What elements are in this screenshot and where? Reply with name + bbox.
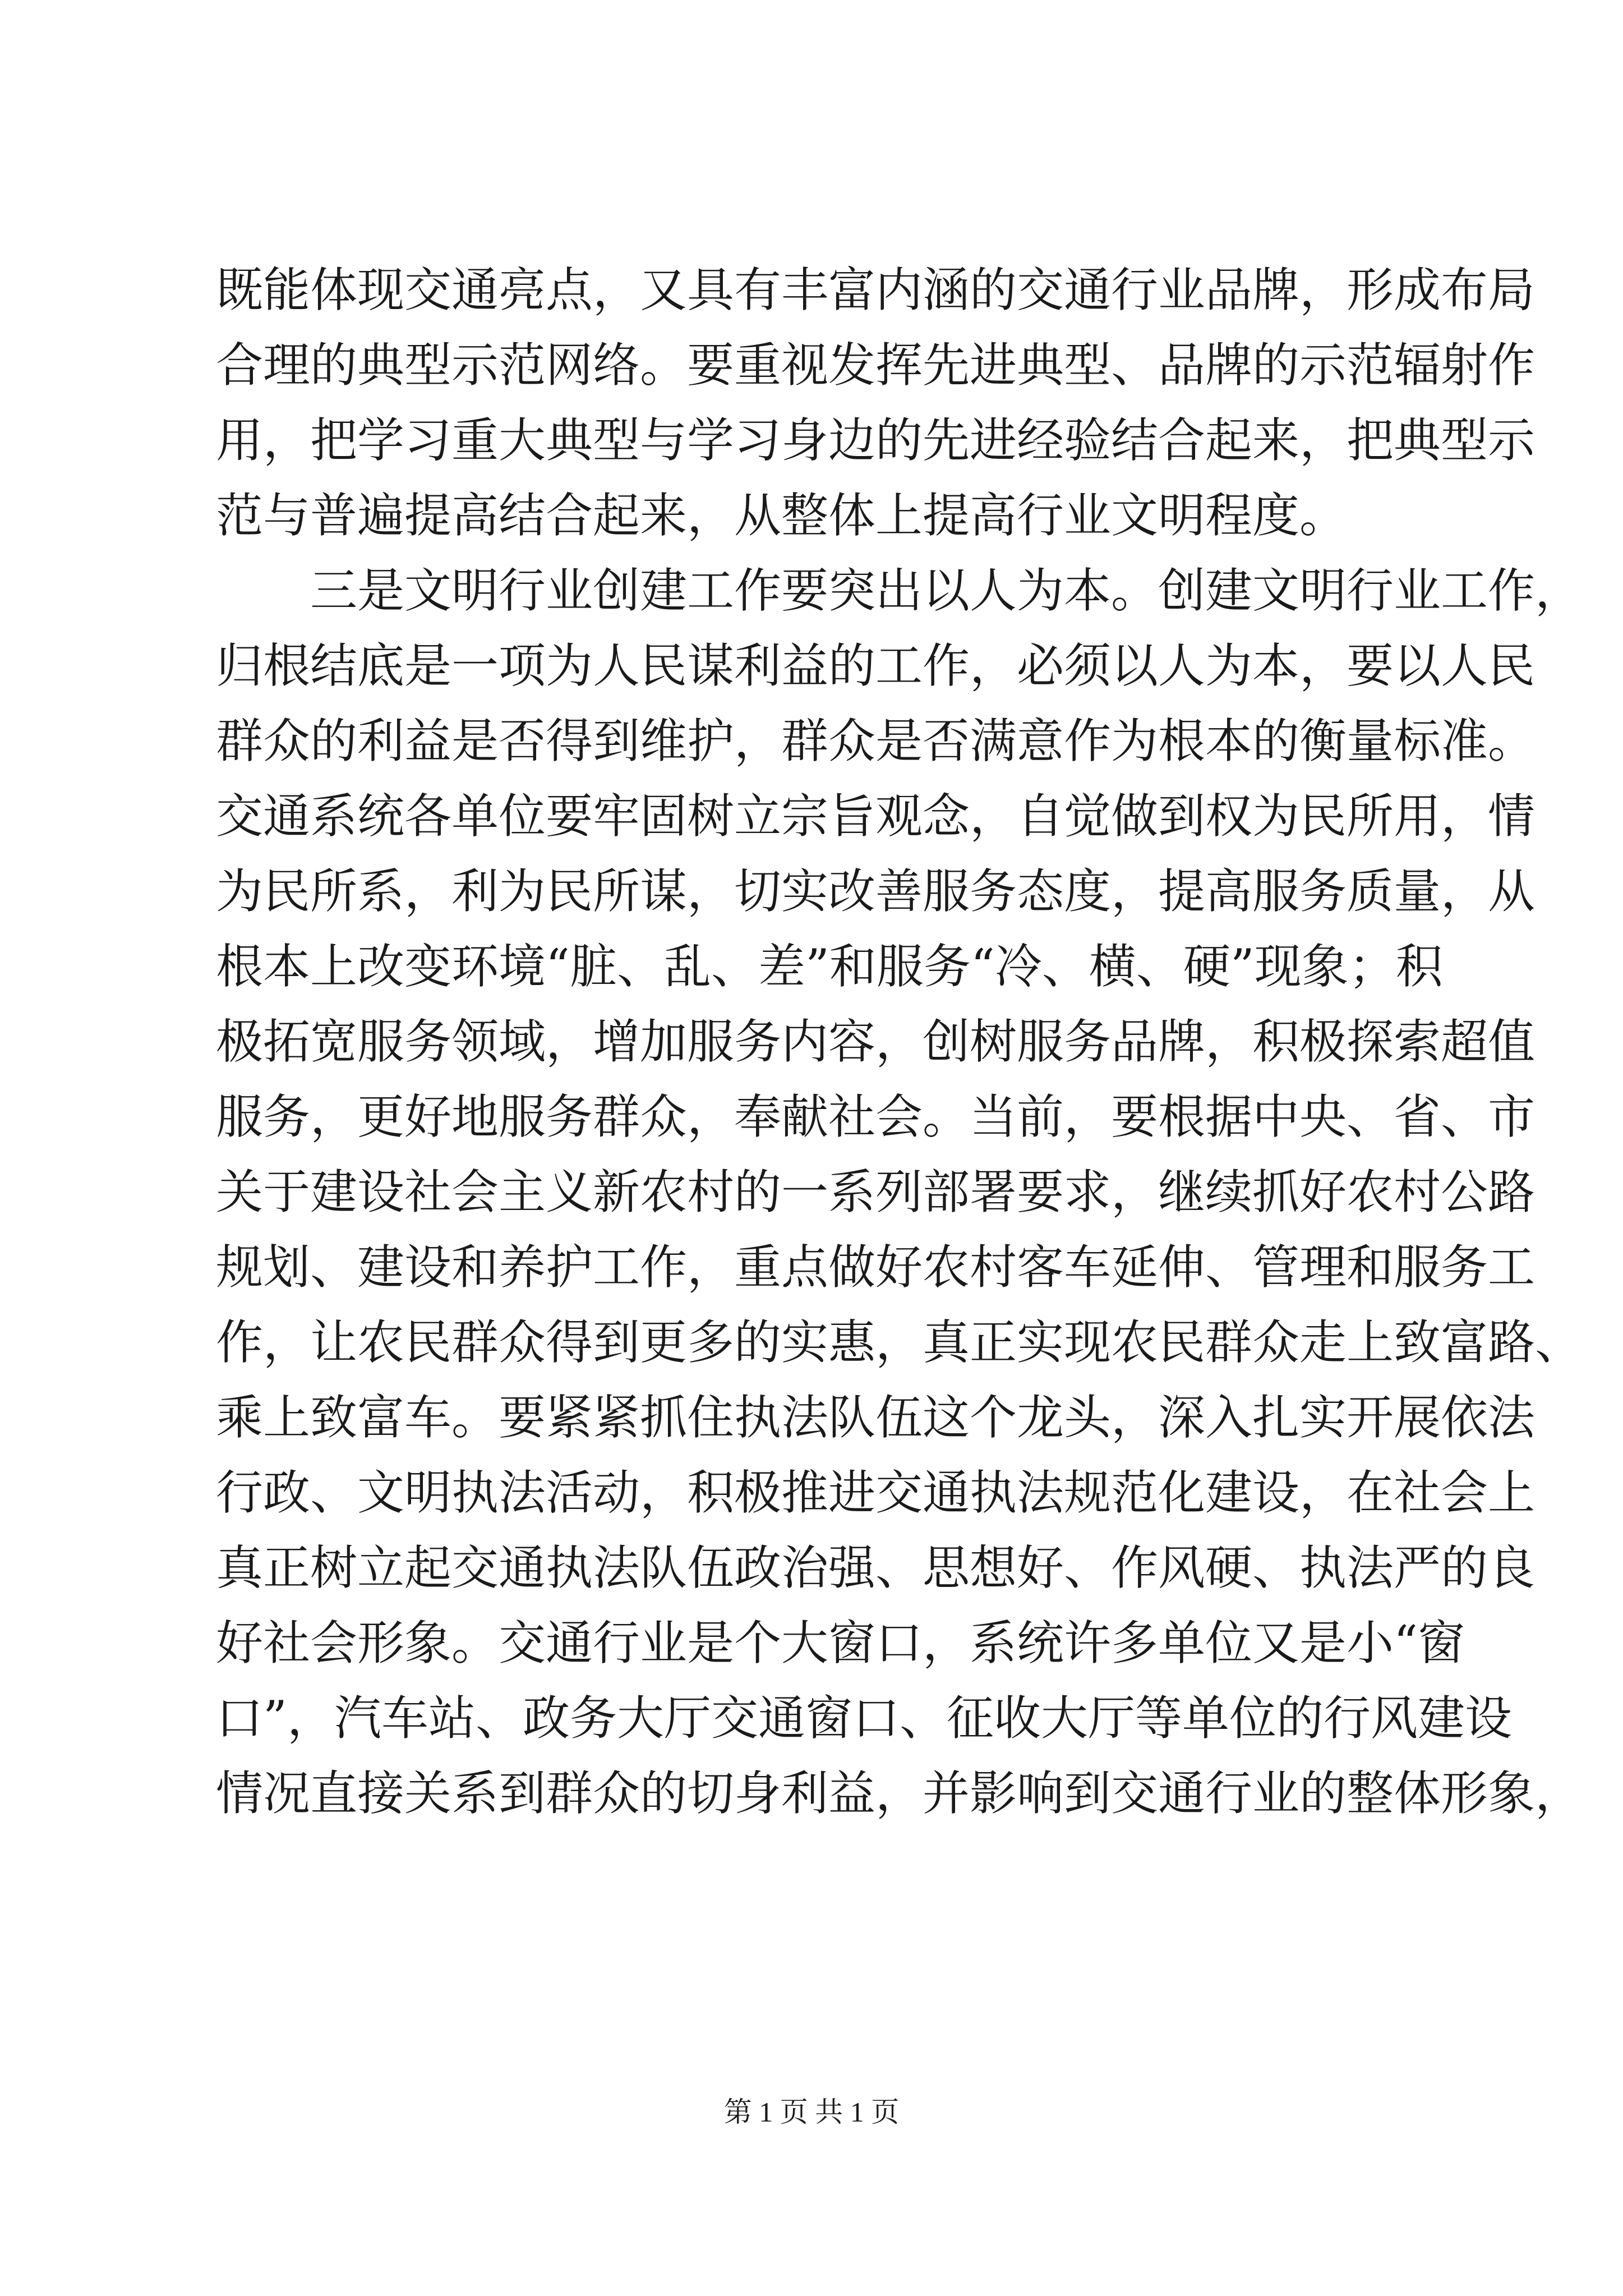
text-line: 真正树立起交通执法队伍政治强、思想好、作风硬、执法严的良: [216, 1540, 1536, 1595]
page-number: 第 1 页 共 1 页: [723, 2096, 900, 2128]
text-line: 交通系统各单位要牢固树立宗旨观念，自觉做到权为民所用，情: [216, 789, 1536, 844]
text-line: 为民所系，利为民所谋，切实改善服务态度，提高服务质量，从: [216, 864, 1536, 919]
text-line: 根本上改变环境“脏、乱、差”和服务“冷、横、硬”现象；积: [216, 939, 1443, 994]
text-line: 口”，汽车站、政务大厅交通窗口、征收大厅等单位的行风建设: [216, 1691, 1512, 1746]
text-line: 极拓宽服务领域，增加服务内容，创树服务品牌，积极探索超值: [216, 1014, 1536, 1069]
text-line: 归根结底是一项为人民谋利益的工作，必须以人为本，要以人民: [216, 638, 1536, 693]
body-text: [216, 252, 1583, 1831]
page-footer: [0, 2092, 1623, 2132]
text-line: 群众的利益是否得到维护，群众是否满意作为根本的衡量标准。: [216, 714, 1536, 769]
text-line: 既能体现交通亮点，又具有丰富内涵的交通行业品牌，形成布局: [216, 263, 1536, 318]
text-line: 作，让农民群众得到更多的实惠，真正实现农民群众走上致富路、: [216, 1315, 1583, 1370]
text-line: 范与普遍提高结合起来，从整体上提高行业文明程度。: [216, 488, 1347, 543]
text-line: 情况直接关系到群众的切身利益，并影响到交通行业的整体形象，: [216, 1766, 1583, 1821]
text-line: 用，把学习重大典型与学习身边的先进经验结合起来，把典型示: [216, 413, 1536, 468]
paragraph-first-line: 三是文明行业创建工作要突出以人为本。创建文明行业工作，: [310, 563, 1583, 618]
text-line: 合理的典型示范网络。要重视发挥先进典型、品牌的示范辐射作: [216, 338, 1536, 393]
text-line: 服务，更好地服务群众，奉献社会。当前，要根据中央、省、市: [216, 1089, 1536, 1144]
text-line: 好社会形象。交通行业是个大窗口，系统许多单位又是小“窗: [216, 1616, 1465, 1671]
text-line: 乘上致富车。要紧紧抓住执法队伍这个龙头，深入扎实开展依法: [216, 1390, 1536, 1445]
text-line: 关于建设社会主义新农村的一系列部署要求，继续抓好农村公路: [216, 1165, 1536, 1220]
text-line: 规划、建设和养护工作，重点做好农村客车延伸、管理和服务工: [216, 1240, 1536, 1295]
text-line: 行政、文明执法活动，积极推进交通执法规范化建设，在社会上: [216, 1465, 1536, 1520]
